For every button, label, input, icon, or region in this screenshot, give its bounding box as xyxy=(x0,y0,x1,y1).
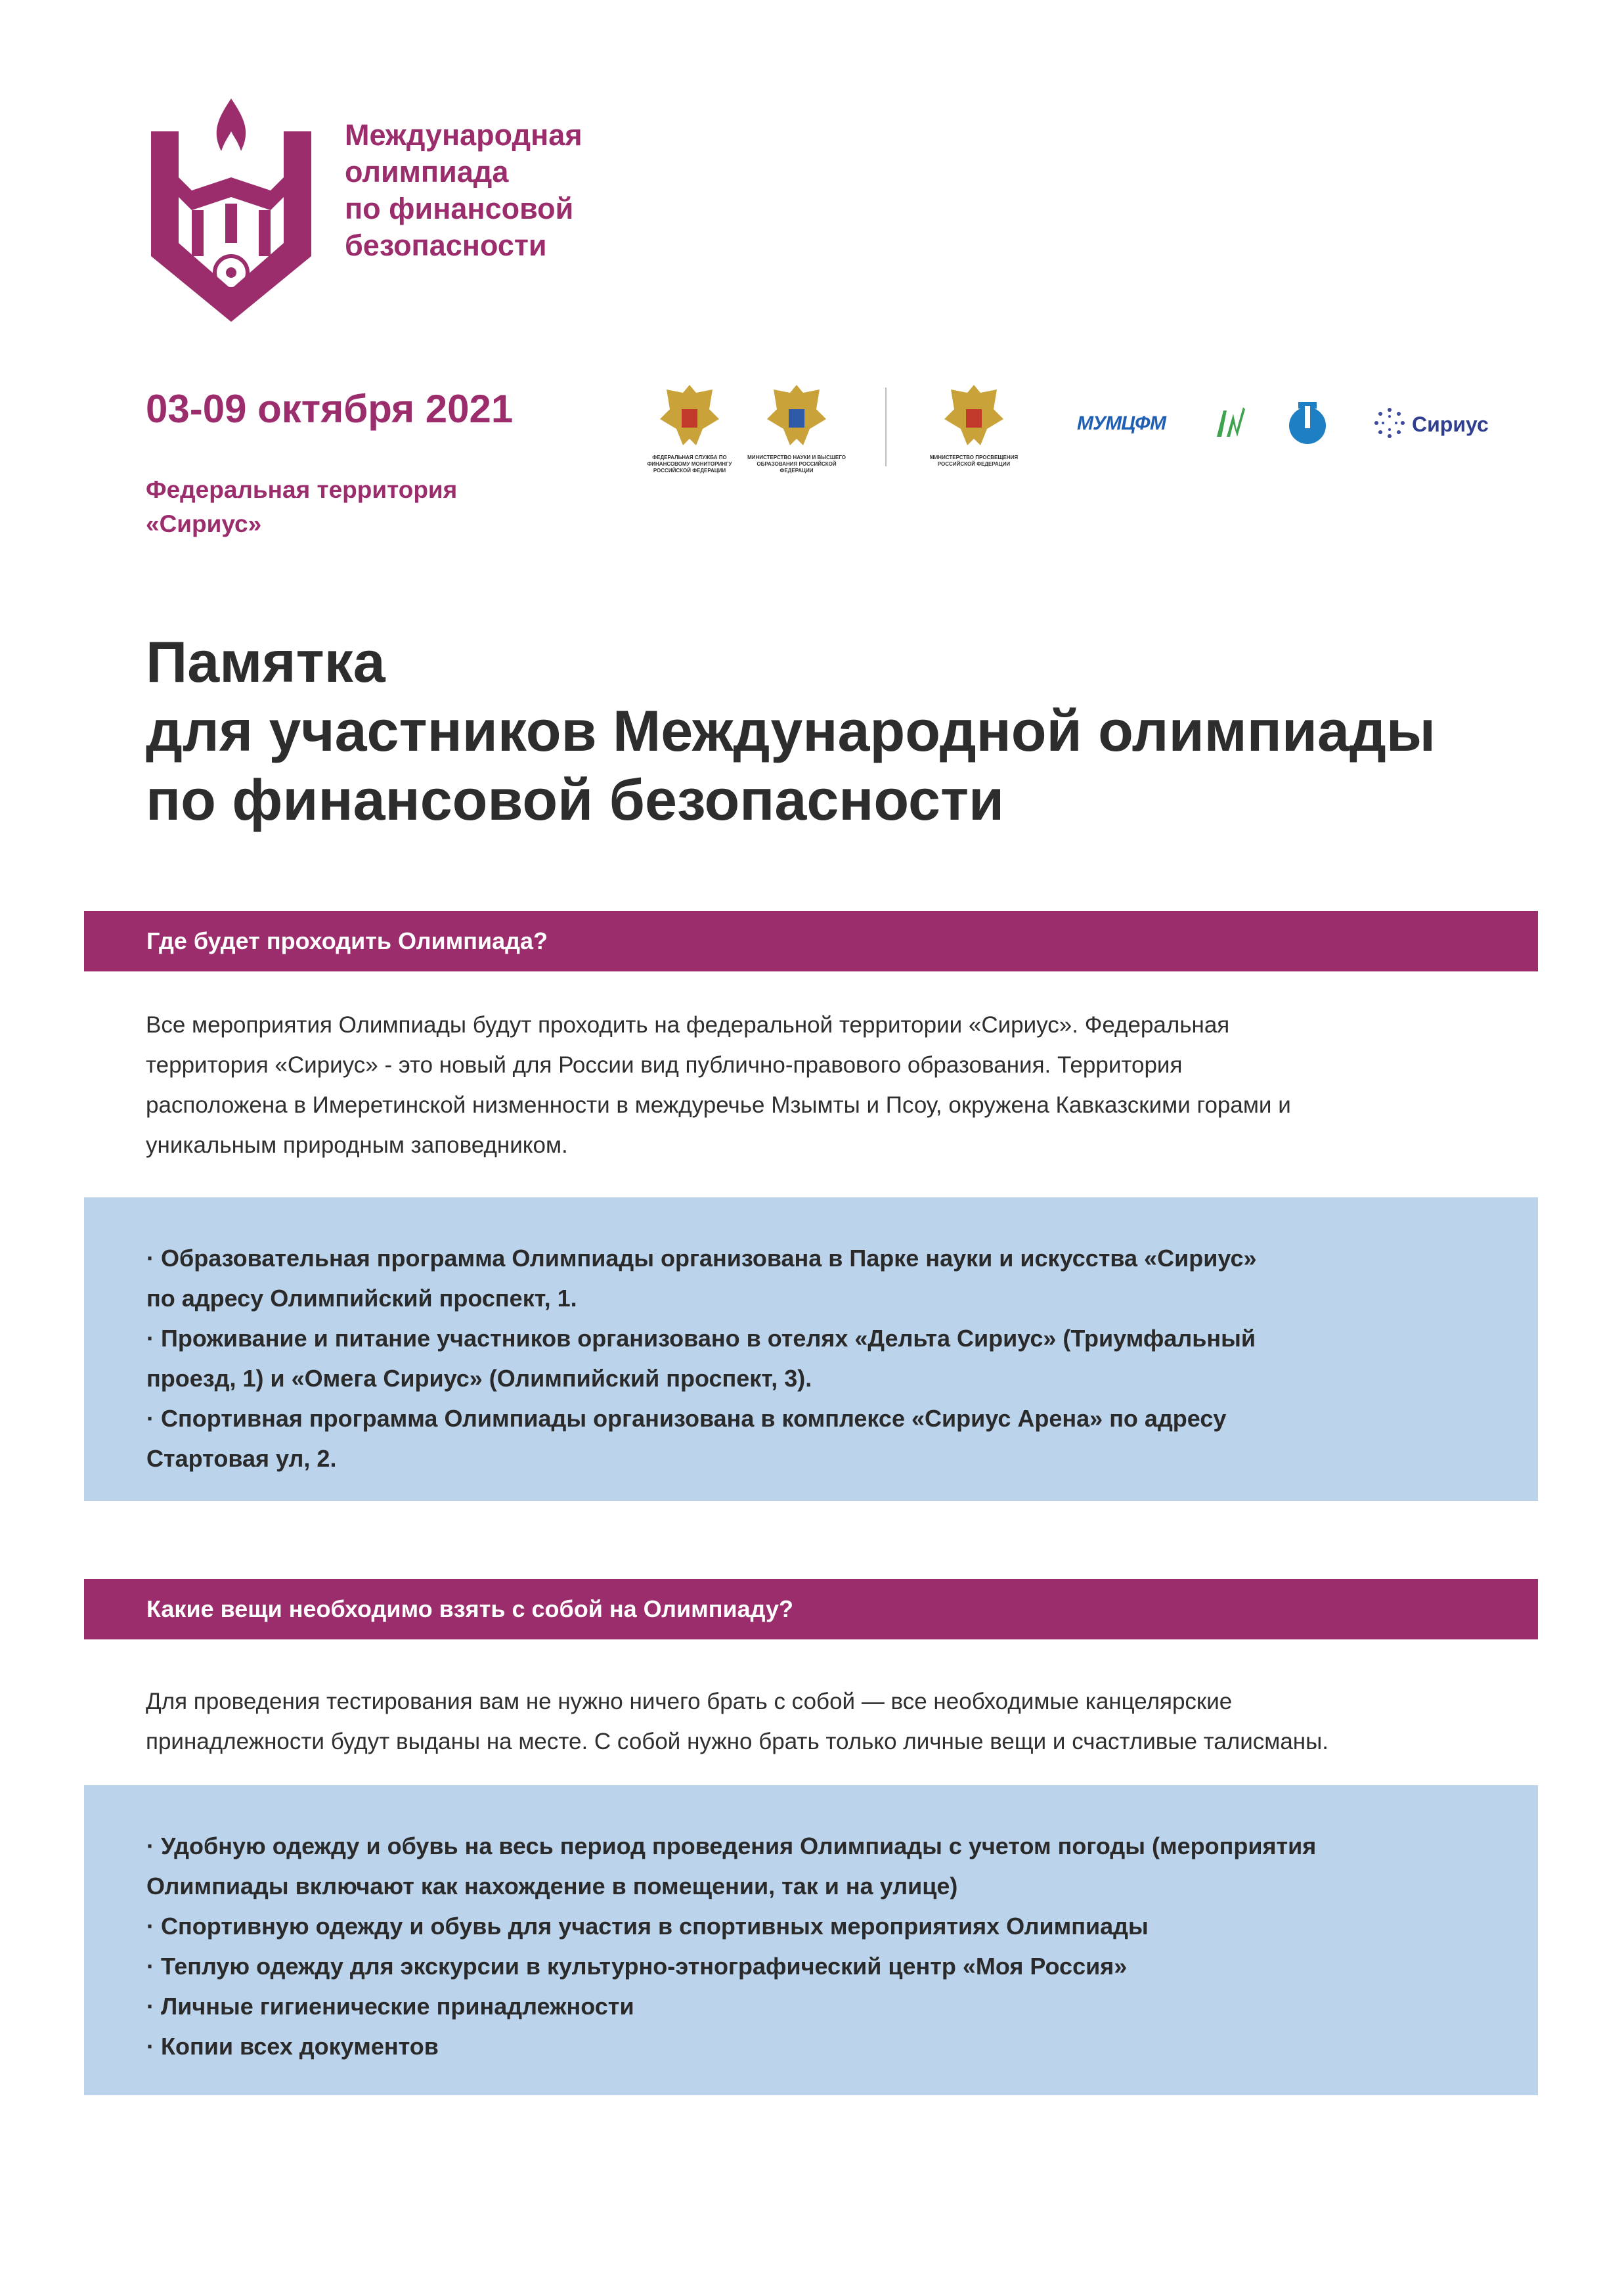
bullet-line: · Спортивная программа Олимпиады организована в комплексе «Сириус Арена» по адресу xyxy=(146,1405,1227,1432)
partner-caption-3: МИНИСТЕРСТВО ПРОСВЕЩЕНИЯ РОССИЙСКОЙ ФЕДЕРАЦИИ xyxy=(929,455,1019,467)
section-heading-location: Где будет проходить Олимпиада? xyxy=(84,911,1538,971)
bullet-line: · Личные гигиенические принадлежности xyxy=(146,1993,634,2020)
bullet-line: проезд, 1) и «Омега Сириус» (Олимпийский проспект, 3). xyxy=(146,1365,812,1392)
olympiad-emblem-logo xyxy=(146,92,317,328)
paragraph-line: расположена в Имеретинской низменности в междуречье Мзымты и Псоу, окружена Кавказскими горами и xyxy=(146,1092,1291,1118)
info-box-locations xyxy=(84,1197,1538,1501)
org-title-line-4: безопасности xyxy=(345,229,547,262)
partner-caption-1: ФЕДЕРАЛЬНАЯ СЛУЖБА ПО ФИНАНСОВОМУ МОНИТОРИНГУ РОССИЙСКОЙ ФЕДЕРАЦИИ xyxy=(647,455,732,474)
sirius-logo-icon xyxy=(1372,406,1407,440)
sirius-logo-text: Сириус xyxy=(1412,412,1489,436)
section-paragraph-location xyxy=(146,1005,1525,1165)
coat-of-arms-icon xyxy=(941,380,1007,452)
title-line-2: для участников Международной олимпиады xyxy=(146,698,1436,763)
mumcfm-logo: МУМЦФМ xyxy=(1077,412,1166,434)
bullet-line: · Копии всех документов xyxy=(146,2033,439,2060)
partners-divider xyxy=(885,388,887,466)
coat-of-arms-icon xyxy=(657,380,722,452)
bullet-line: Олимпиады включают как нахождение в помещении, так и на улице) xyxy=(146,1873,958,1900)
paragraph-line: принадлежности будут выданы на месте. С собой нужно брать только личные вещи и счастливые талисманы. xyxy=(146,1729,1328,1754)
bullet-line: Стартовая ул, 2. xyxy=(146,1445,337,1472)
bullet-line: · Спортивную одежду и обувь для участия в спортивных мероприятиях Олимпиады xyxy=(146,1913,1149,1940)
info-box-packing-list xyxy=(84,1785,1538,2095)
coat-of-arms-icon xyxy=(764,380,829,452)
venue xyxy=(146,473,457,541)
section-paragraph-packing xyxy=(146,1681,1525,1762)
paragraph-line: уникальным природным заповедником. xyxy=(146,1132,568,1158)
organization-title xyxy=(345,117,686,264)
title-line-1: Памятка xyxy=(146,629,385,694)
bullet-line: · Образовательная программа Олимпиады организована в Парке науки и искусства «Сириус» xyxy=(146,1245,1257,1272)
paragraph-line: Все мероприятия Олимпиады будут проходить на федеральной территории «Сириус». Федеральная xyxy=(146,1012,1230,1038)
org-title-line-2: олимпиада xyxy=(345,155,509,189)
title-line-3: по финансовой безопасности xyxy=(146,767,1005,832)
org-title-line-3: по финансовой xyxy=(345,192,574,225)
bullet-line: · Проживание и питание участников организовано в отелях «Дельта Сириус» (Триумфальный xyxy=(146,1325,1256,1352)
venue-line-2: «Сириус» xyxy=(146,510,262,537)
event-dates: 03-09 октября 2021 xyxy=(146,387,514,431)
page-title xyxy=(146,627,1591,834)
partner-caption-2: МИНИСТЕРСТВО НАУКИ И ВЫСШЕГО ОБРАЗОВАНИЯ РОССИЙСКОЙ ФЕДЕРАЦИИ xyxy=(747,455,846,474)
paragraph-line: территория «Сириус» - это новый для России вид публично-правового образования. Территория xyxy=(146,1052,1183,1078)
section-heading-packing: Какие вещи необходимо взять с собой на Олимпиаду? xyxy=(84,1579,1538,1639)
bullet-line: · Удобную одежду и обувь на весь период проведения Олимпиады с учетом погоды (мероприятия xyxy=(146,1833,1317,1859)
org-title-line-1: Международная xyxy=(345,118,582,152)
bullet-line: · Теплую одежду для экскурсии в культурно-этнографический центр «Моя Россия» xyxy=(146,1953,1128,1980)
bullet-line: по адресу Олимпийский проспект, 1. xyxy=(146,1285,577,1312)
paragraph-line: Для проведения тестирования вам не нужно ничего брать с собой — все необходимые канцелярские xyxy=(146,1689,1233,1714)
venue-line-1: Федеральная территория xyxy=(146,476,458,503)
partner-leaf-logo-icon xyxy=(1214,404,1246,440)
partner-round-logo-icon xyxy=(1284,399,1331,447)
